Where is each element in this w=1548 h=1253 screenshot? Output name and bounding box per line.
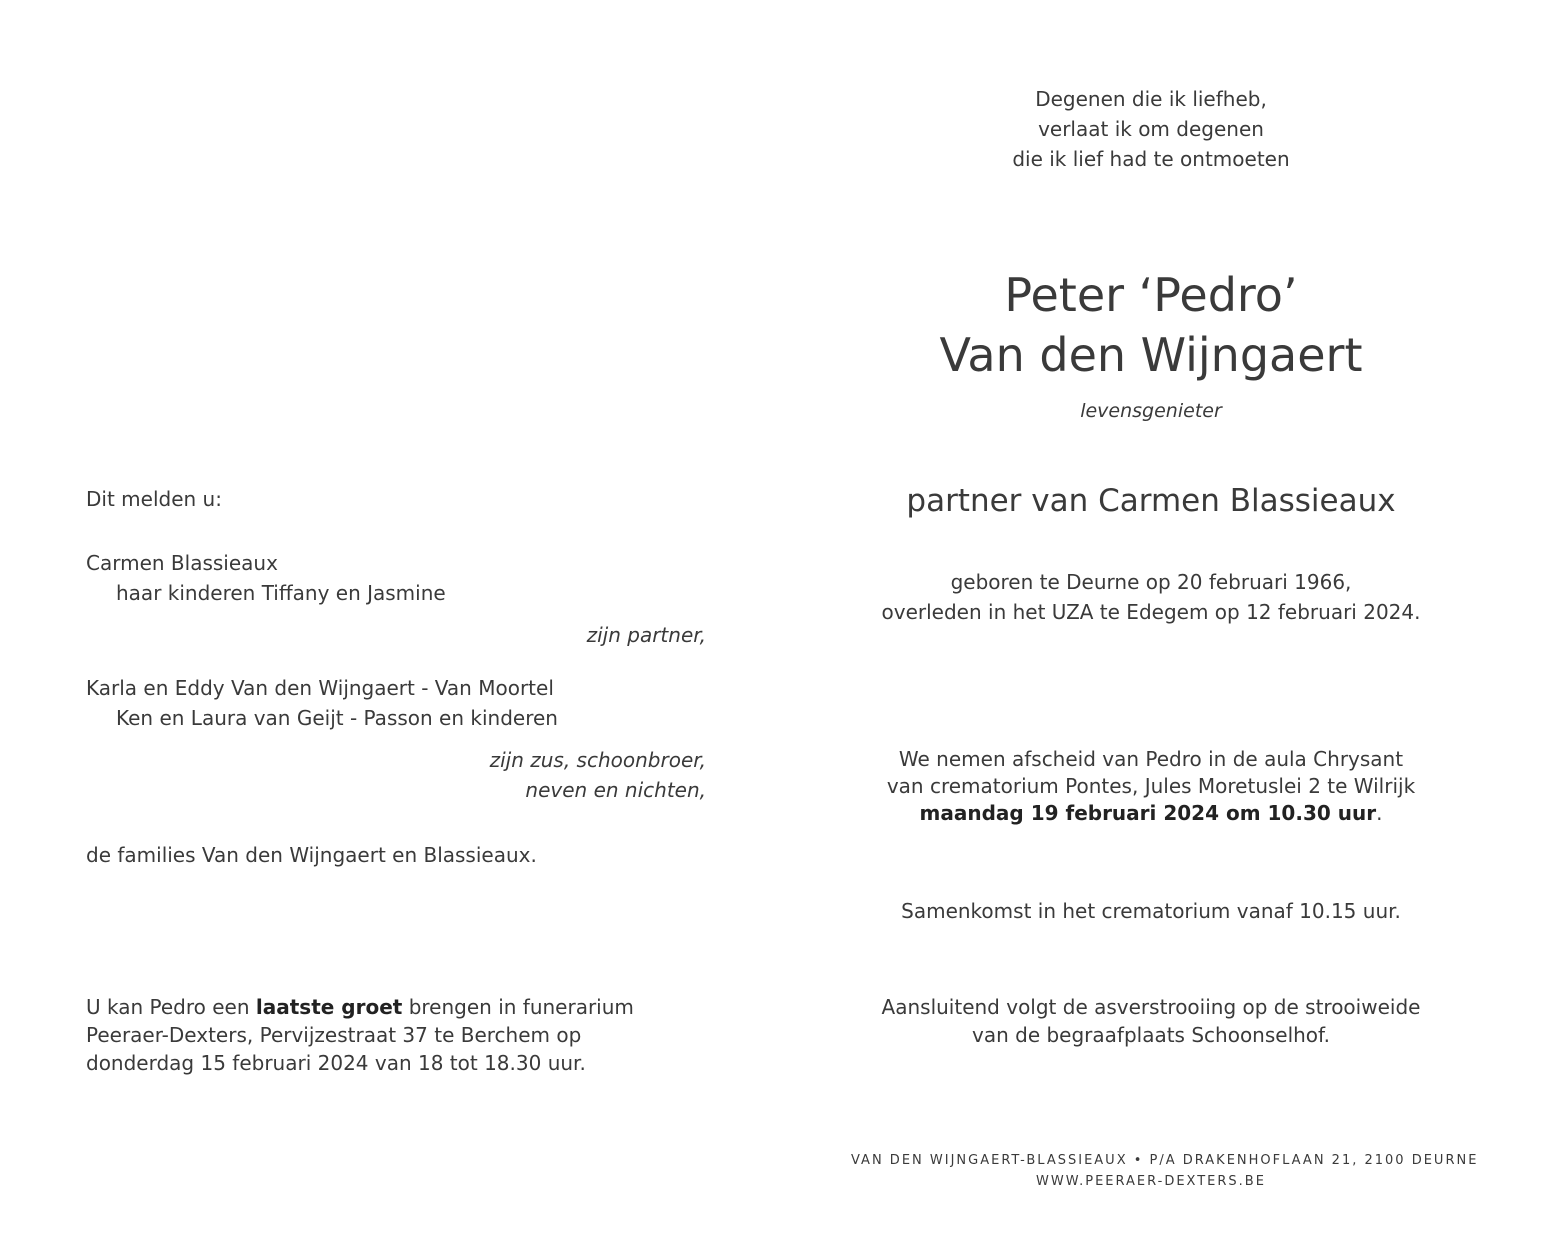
mourner-group-sister: [86, 673, 558, 733]
quote-line-3: die ik lief had te ontmoeten: [1012, 147, 1290, 171]
relationship-label: zijn partner,: [586, 623, 706, 647]
footer-website: WWW.PEERAER-DEXTERS.BE: [1036, 1174, 1266, 1189]
scattering-line-2: van de begraafplaats Schoonselhof.: [972, 1023, 1330, 1047]
relationship-label: [490, 745, 706, 805]
died-line: overleden in het UZA te Edegem op 12 februari 2024.: [881, 600, 1421, 624]
scattering-info: [851, 993, 1451, 1049]
ceremony-info: [851, 746, 1451, 827]
born-line: geboren te Deurne op 20 februari 1966,: [950, 570, 1352, 594]
birth-death-dates: [851, 567, 1451, 627]
mourner-group-partner: [86, 548, 446, 608]
meeting-info: Samenkomst in het crematorium vanaf 10.15 uur.: [901, 899, 1401, 923]
deceased-name-line-1: Peter ‘Pedro’: [1004, 268, 1298, 322]
opening-quote: [851, 84, 1451, 174]
visitation-emphasis: laatste groet: [255, 995, 403, 1019]
mourner-name: Carmen Blassieaux: [86, 551, 278, 575]
visitation-info: [86, 993, 634, 1077]
quote-line-1: Degenen die ik liefheb,: [1035, 87, 1267, 111]
quote-line-2: verlaat ik om degenen: [1038, 117, 1264, 141]
ceremony-line-3: [851, 800, 1451, 827]
scattering-line-1: Aansluitend volgt de asverstrooiing op de strooiweide: [881, 995, 1421, 1019]
deceased-name: [851, 265, 1451, 385]
mourner-name: Karla en Eddy Van den Wijngaert - Van Moortel: [86, 676, 554, 700]
epithet: levensgenieter: [1080, 400, 1222, 422]
relationship-line-1: zijn zus, schoonbroer,: [489, 748, 706, 772]
visitation-line-1: [86, 993, 634, 1021]
visitation-suffix: brengen in funerarium: [402, 995, 634, 1019]
visitation-line-3: donderdag 15 februari 2024 van 18 tot 18.30 uur.: [86, 1051, 586, 1075]
partner-line: partner van Carmen Blassieaux: [906, 483, 1396, 519]
ceremony-period: .: [1376, 801, 1383, 825]
announcement-intro: Dit melden u:: [86, 487, 222, 511]
ceremony-line-1: We nemen afscheid van Pedro in de aula Chrysant: [898, 747, 1404, 771]
mourner-name: haar kinderen Tiffany en Jasmine: [116, 581, 446, 605]
footer-address: VAN DEN WIJNGAERT-BLASSIEAUX • P/A DRAKENHOFLAAN 21, 2100 DEURNE: [851, 1153, 1479, 1168]
footer: [851, 1150, 1479, 1192]
deceased-name-line-2: Van den Wijngaert: [939, 328, 1363, 382]
families-line: de families Van den Wijngaert en Blassieaux.: [86, 843, 537, 867]
visitation-prefix: U kan Pedro een: [86, 995, 256, 1019]
relationship-line-2: neven en nichten,: [525, 778, 706, 802]
ceremony-line-2: van crematorium Pontes, Jules Moretuslei 2 te Wilrijk: [886, 774, 1416, 798]
ceremony-datetime: maandag 19 februari 2024 om 10.30 uur: [919, 801, 1377, 825]
mourner-name: Ken en Laura van Geijt - Passon en kinderen: [116, 706, 558, 730]
visitation-line-2: Peeraer-Dexters, Pervijzestraat 37 te Berchem op: [86, 1023, 582, 1047]
